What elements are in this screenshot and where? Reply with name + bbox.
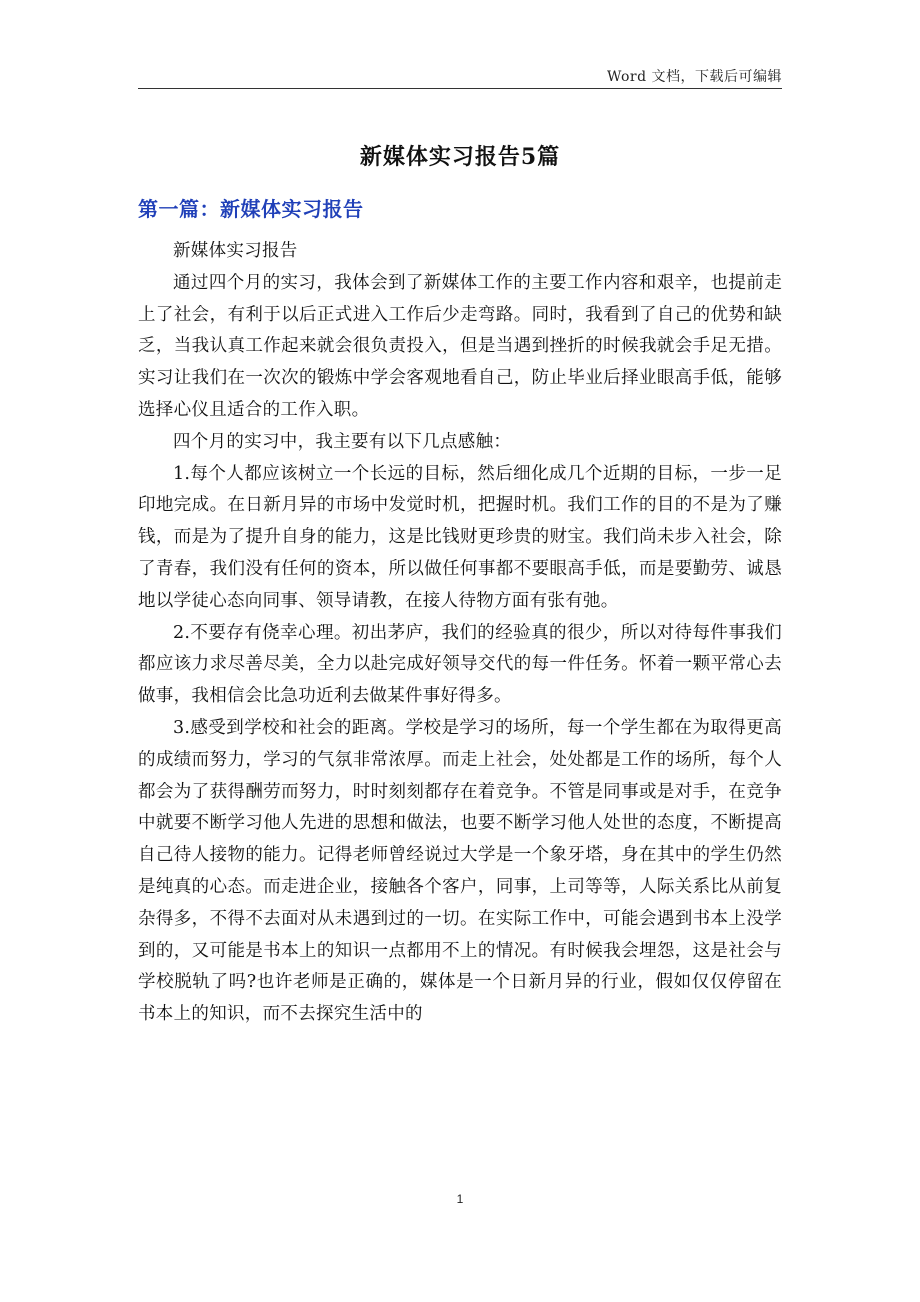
section-heading: 第一篇：新媒体实习报告 xyxy=(138,197,364,221)
paragraph: 四个月的实习中，我主要有以下几点感触： xyxy=(173,431,512,452)
header-divider xyxy=(138,88,782,89)
paragraph: 3.感受到学校和社会的距离。学校是学习的场所，每一个学生都在为取得更高的成绩而努力，学习的气氛非常浓厚。而走上社会，处处都是工作的场所，每个人都会为了获得酬劳而努力，时时刻刻都存在着竞争。不管是同事或是对手，在竞争中就要不断学习他人先进的思想和做法，也要不断学习他人处世的态度，不断提高自己待人接物的能力。记得老师曾经说过大学是一个象牙塔，身在其中的学生仍然是纯真的心态。而走进企业，接触各个客户，同事，上司等等，人际关系比从前复杂得多，不得不去面对从未遇到过的一切。在实际工作中，可能会遇到书本上没学到的，又可能是书本上的知识一点都用不上的情况。有时候我会埋怨，这是社会与学校脱轨了吗?也许老师是正确的，媒体是一个日新月异的行业，假如仅仅停留在书本上的知识，而不去探究生活中的 xyxy=(138,717,782,1025)
document-title: 新媒体实习报告5篇 xyxy=(359,144,561,170)
page-number: 1 xyxy=(456,1192,464,1206)
header-note: Word 文档，下载后可编辑 xyxy=(607,69,782,85)
paragraph: 2.不要存有侥幸心理。初出茅庐，我们的经验真的很少，所以对待每件事我们都应该力求尽善尽美，全力以赴完成好领导交代的每一件任务。怀着一颗平常心去做事，我相信会比急功近利去做某件事好得多。 xyxy=(138,622,782,707)
paragraph: 通过四个月的实习，我体会到了新媒体工作的主要工作内容和艰辛，也提前走上了社会，有利于以后正式进入工作后少走弯路。同时，我看到了自己的优势和缺乏，当我认真工作起来就会很负责投入，但是当遇到挫折的时候我就会手足无措。实习让我们在一次次的锻炼中学会客观地看自己，防止毕业后择业眼高手低，能够选择心仪且适合的工作入职。 xyxy=(138,272,782,420)
document-body xyxy=(138,236,782,1031)
paragraph-subtitle: 新媒体实习报告 xyxy=(173,241,298,261)
paragraph: 1.每个人都应该树立一个长远的目标，然后细化成几个近期的目标，一步一足印地完成。在日新月异的市场中发觉时机，把握时机。我们工作的目的不是为了赚钱，而是为了提升自身的能力，这是比钱财更珍贵的财宝。我们尚未步入社会，除了青春，我们没有任何的资本，所以做任何事都不要眼高手低，而是要勤劳、诚恳地以学徒心态向同事、领导请教，在接人待物方面有张有弛。 xyxy=(138,463,782,611)
